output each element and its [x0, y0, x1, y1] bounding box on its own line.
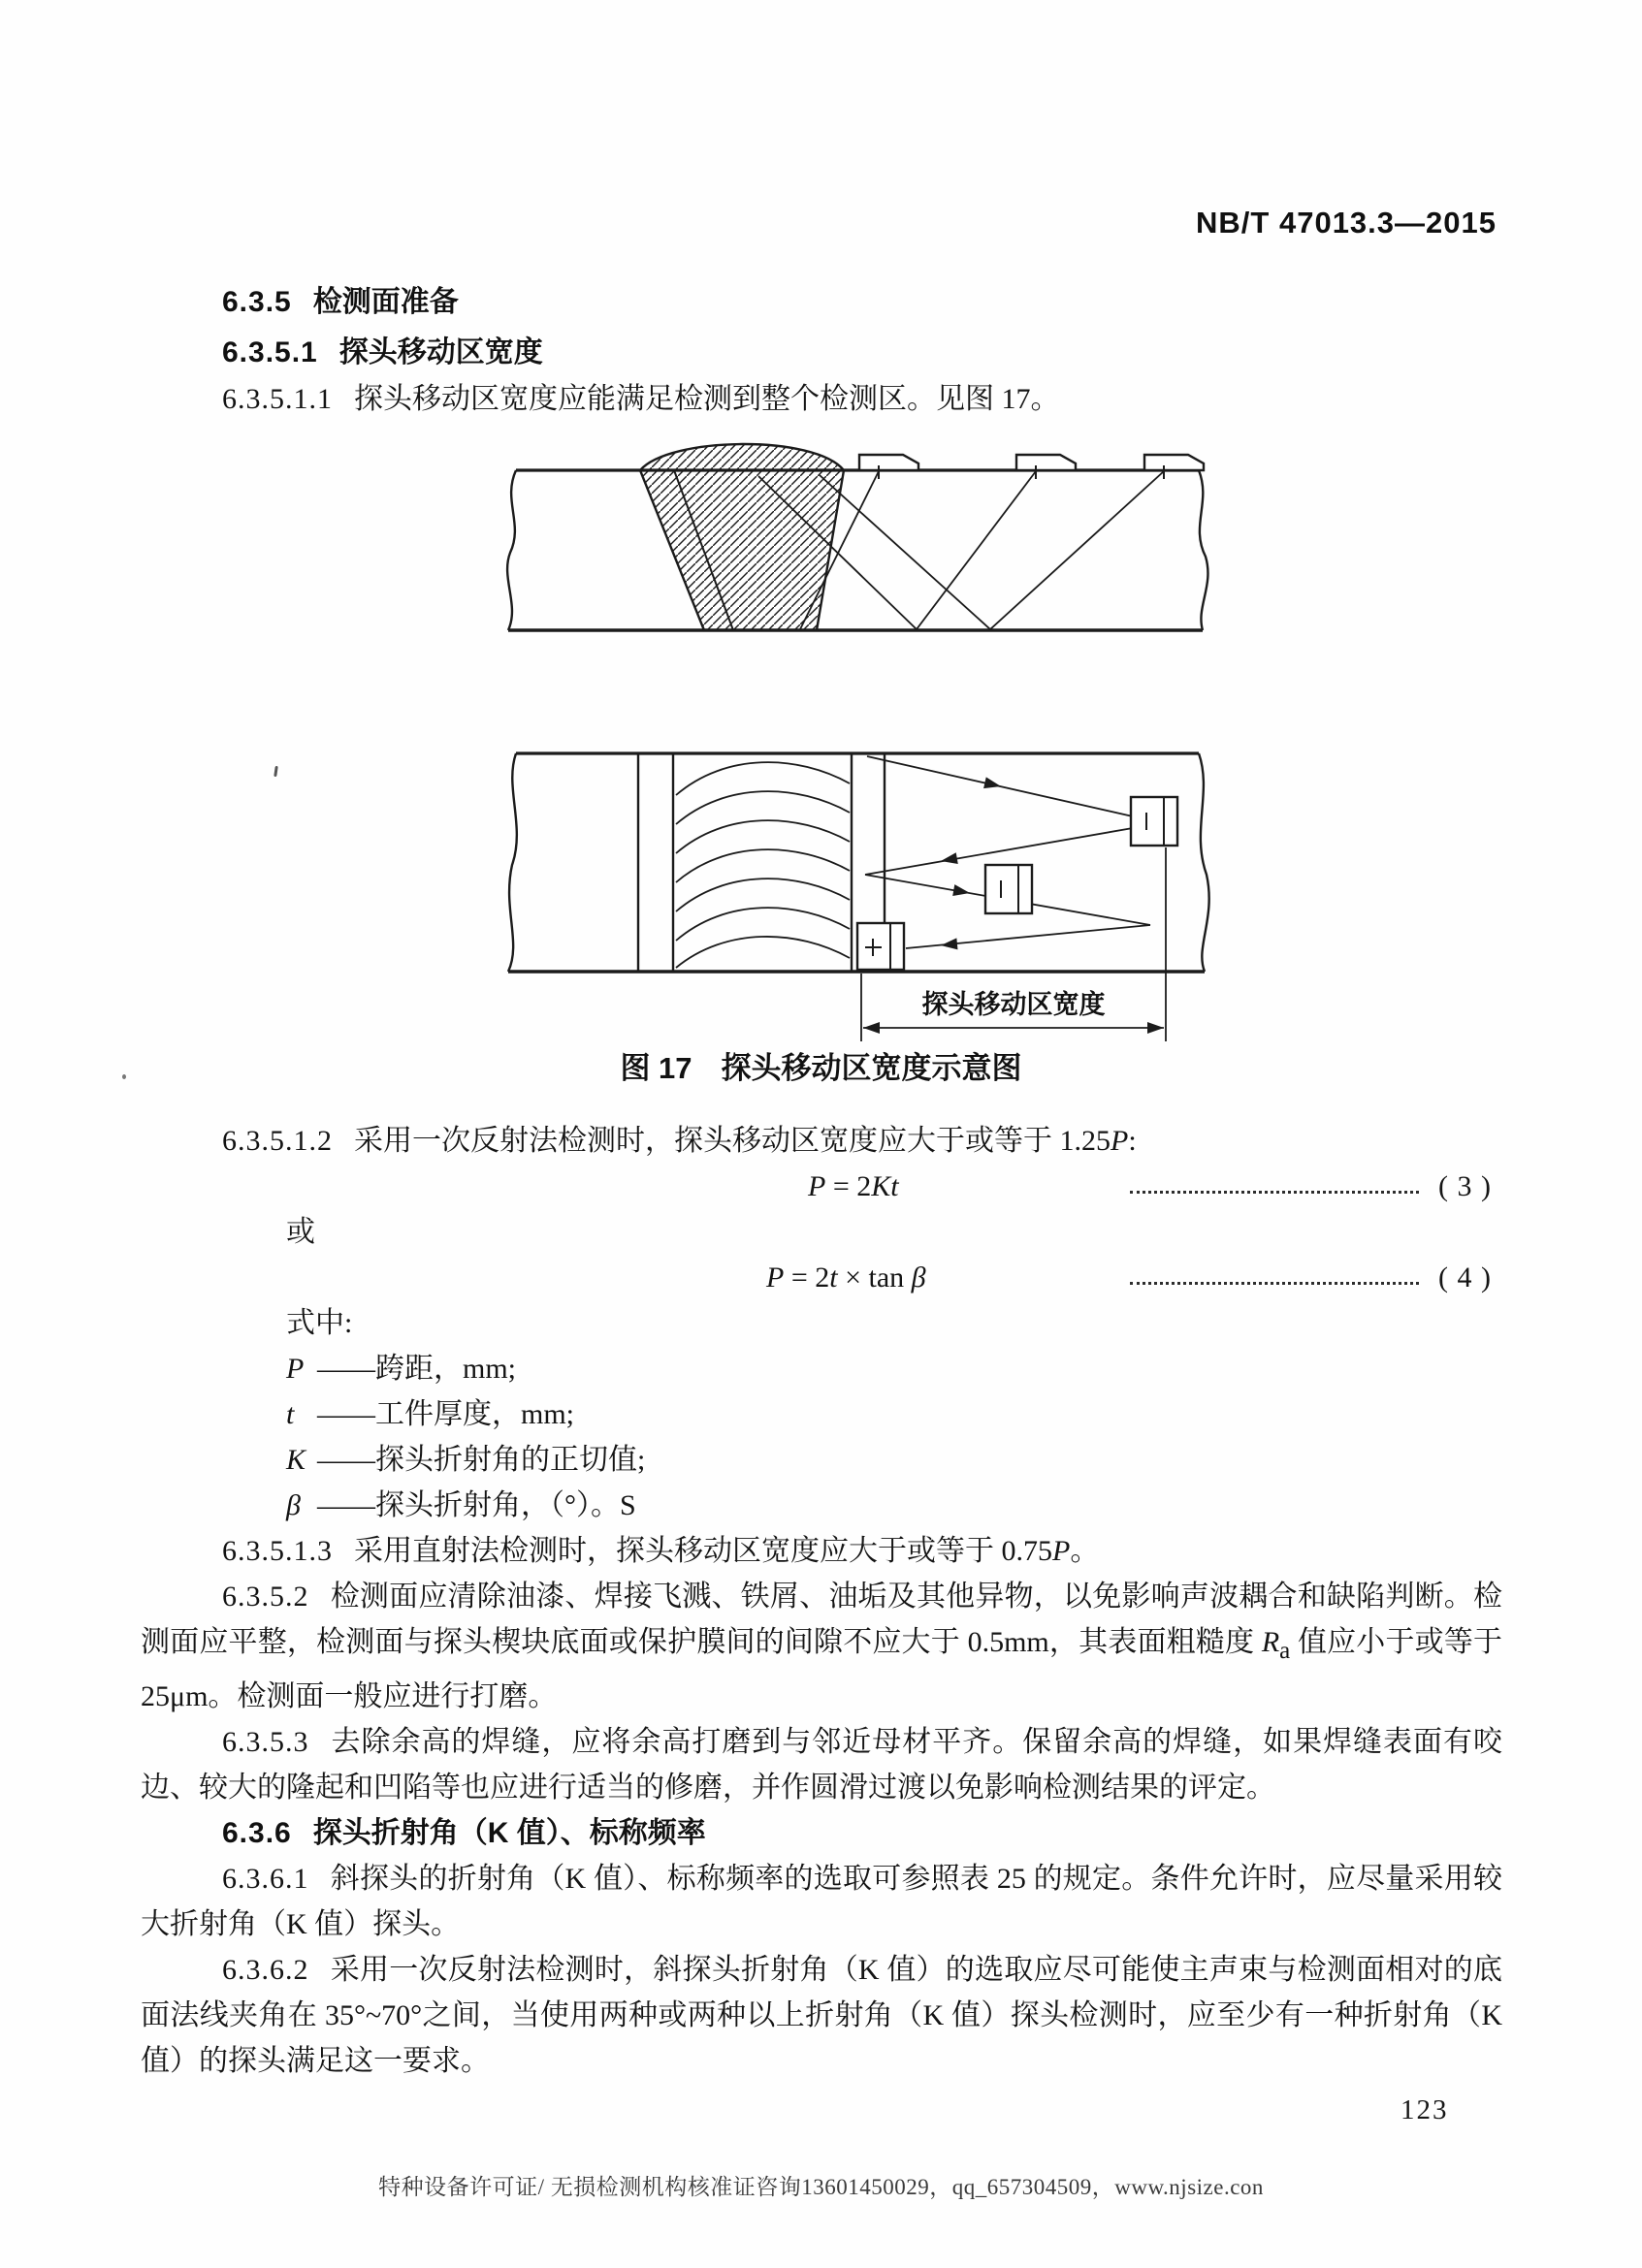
clause-text: 检测面应清除油漆、焊接飞溅、铁屑、油垢及其他异物，以免影响声波耦合和缺陷判断。检测面应平整，检测面与探头楔块底面或保护膜间的间隙不应大于 0.5mm，其表面粗糙度: [141, 1581, 1502, 1658]
where-label: 式中:: [286, 1307, 353, 1339]
equation-3: P = 2Kt: [808, 1170, 899, 1202]
definition-beta: [286, 1483, 1502, 1528]
heading-6-3-5-1: [141, 328, 543, 370]
clause-number: 6.3.6.1: [222, 1863, 309, 1895]
dot-leader: [1130, 1282, 1419, 1285]
or-label: 或: [286, 1216, 315, 1248]
clause-text: 值应小于或等于 25μm。检测面一般应进行打磨。: [141, 1626, 1503, 1712]
dot-leader: [1130, 1191, 1419, 1194]
weld-edge-lines: [638, 753, 885, 972]
equation-3-row: [141, 1164, 1502, 1209]
scan-speck: [274, 766, 278, 777]
scan-speck: [122, 1074, 126, 1079]
variable-Ra: R: [1261, 1626, 1280, 1658]
break-line-right: [1199, 470, 1207, 630]
probe-2-icon: [1016, 455, 1076, 479]
clause-text: 。: [1070, 1535, 1100, 1567]
equation-4: P = 2t × tan β: [766, 1262, 926, 1294]
heading-6-3-6: [141, 1810, 1502, 1856]
clause-text: 采用一次反射法检测时，斜探头折射角（K 值）的选取应尽可能使主声束与检测面相对的底面法线夹角在 35°~70°之间，当使用两种或两种以上折射角（K 值）探头检测时，应至少有一种折射角（K 值）的探头满足这一要求。: [141, 1954, 1502, 2077]
symbol-beta: β: [286, 1489, 301, 1521]
definition-text: ——工件厚度，mm;: [317, 1398, 575, 1430]
paragraph-6-3-6-1: [141, 1856, 1502, 1947]
definition-text: ——探头折射角，（°）。S: [317, 1489, 636, 1521]
symbol-P: P: [286, 1353, 305, 1385]
figure17-plan-view-diagram: [477, 719, 1243, 1049]
definition-P: [286, 1346, 1502, 1391]
definition-K: [286, 1437, 1502, 1483]
clause-number: 6.3.5: [222, 286, 292, 318]
equation-4-row: [141, 1255, 1502, 1300]
watermark-footer: 特种设备许可证/ 无损检测机构核准证咨询13601450029，qq_657304509，www.njsize.con: [378, 2175, 1264, 2199]
probe-3-icon: [1144, 455, 1204, 479]
clause-number: 6.3.5.2: [222, 1581, 309, 1613]
probe-c-icon: [857, 923, 904, 970]
clause-number: 6.3.6.2: [222, 1954, 309, 1986]
clause-text: 斜探头的折射角（K 值）、标称频率的选取可参照表 25 的规定。条件允许时，应尽量采用较大折射角（K 值）探头。: [141, 1863, 1502, 1940]
beam-zigzag: [865, 756, 1150, 948]
dimension-label: 探头移动区宽度: [921, 990, 1106, 1019]
figure17-weld-cross-section-diagram: [477, 415, 1243, 657]
probe-1-icon: [859, 455, 918, 479]
plate-outline: [507, 470, 1207, 630]
clause-number: 6.3.5.1.1: [222, 383, 333, 415]
clause-number: 6.3.5.1: [222, 336, 318, 368]
definition-text: ——跨距，mm;: [317, 1353, 517, 1385]
clause-title: 探头折射角（K 值）、标称频率: [312, 1817, 706, 1849]
clause-text: :: [1128, 1125, 1137, 1157]
weld-ripple-arcs: [676, 762, 850, 968]
definition-text: ——探头折射角的正切值;: [317, 1444, 646, 1476]
probe-b-icon: [985, 865, 1032, 913]
clause-text: 采用一次反射法检测时，探头移动区宽度应大于或等于 1.25: [354, 1125, 1111, 1157]
page-number: 123: [1401, 2094, 1449, 2125]
paragraph-6-3-5-2: [141, 1574, 1502, 1719]
equation-3-number: ( 3 ): [1438, 1170, 1492, 1202]
definition-t: [286, 1391, 1502, 1437]
clause-number: 6.3.6: [222, 1817, 292, 1849]
clause-title: 探头移动区宽度: [338, 336, 543, 368]
probe-a-icon: [1131, 797, 1177, 846]
heading-6-3-5: [141, 277, 459, 320]
figure-title: 探头移动区宽度示意图: [721, 1051, 1022, 1085]
figure17-caption: [0, 1043, 1642, 1087]
break-line-left: [507, 470, 516, 630]
paragraph-6-3-5-3: [141, 1719, 1502, 1810]
break-line-right: [1199, 753, 1209, 972]
clause-number: 6.3.5.1.3: [222, 1535, 333, 1567]
equation-4-number: ( 4 ): [1438, 1262, 1492, 1294]
clause-title: 检测面准备: [312, 286, 459, 318]
paragraph-6-3-5-1-2: [141, 1118, 1502, 1164]
clause-number: 6.3.5.1.2: [222, 1125, 333, 1157]
variable-P: P: [1052, 1535, 1071, 1567]
clause-text: 去除余高的焊缝，应将余高打磨到与邻近母材平齐。保留余高的焊缝，如果焊缝表面有咬边、较大的隆起和凹陷等也应进行适当的修磨，并作圆滑过渡以免影响检测结果的评定。: [141, 1726, 1502, 1804]
figure-number: 图 17: [620, 1051, 692, 1085]
body-text-block: [141, 1118, 1502, 2084]
symbol-K: K: [286, 1444, 306, 1476]
variable-P: P: [1111, 1125, 1129, 1157]
paragraph-6-3-5-1-3: [141, 1528, 1502, 1574]
paragraph-6-3-6-2: [141, 1947, 1502, 2084]
clause-number: 6.3.5.3: [222, 1726, 309, 1758]
symbol-t: t: [286, 1398, 295, 1430]
clause-text: 探头移动区宽度应能满足检测到整个检测区。见图 17。: [354, 383, 1060, 415]
standard-number-header: NB/T 47013.3—2015: [1196, 206, 1497, 240]
clause-text: 采用直射法检测时，探头移动区宽度应大于或等于 0.75: [354, 1535, 1052, 1567]
paragraph-6-3-5-1-1: [141, 374, 1060, 417]
variable-Ra-subscript: a: [1279, 1638, 1291, 1664]
break-line-left: [508, 753, 517, 972]
